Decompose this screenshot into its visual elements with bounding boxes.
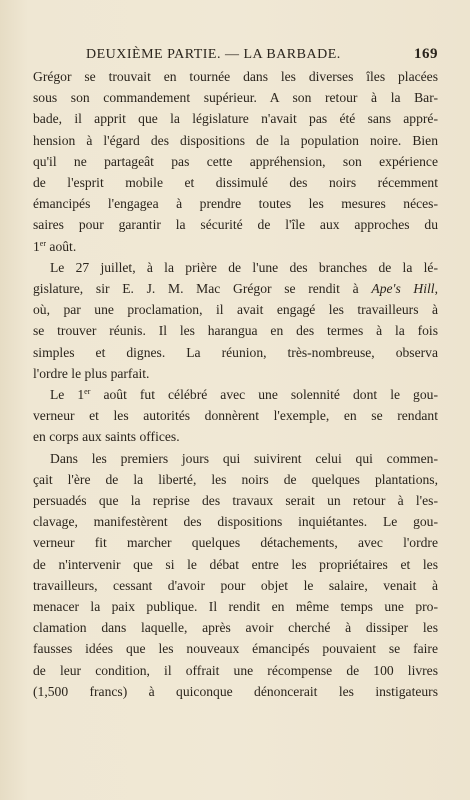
paragraph-2 (33, 257, 438, 384)
text-line: de l'esprit mobile et dissimulé des noirs récemment (33, 175, 438, 191)
text-line: émancipés l'engagea à prendre toutes les mesures néces- (33, 196, 438, 212)
text-line: qu'il ne partageât pas cette appréhension, son expérience (33, 153, 438, 169)
text-line: simples et dignes. La réunion, très-nombreuse, observa (33, 344, 438, 360)
text-fragment: août fut célébré avec une solennité dont le gou- (103, 387, 438, 403)
page-header (34, 44, 438, 66)
text-line: l'ordre le plus parfait. (33, 365, 150, 381)
text-line: où, par une proclamation, il avait engagé les travailleurs à (33, 302, 438, 318)
paragraph-1 (33, 66, 438, 257)
text-line: se trouver réunis. Il les harangua en des termes à la fois (33, 323, 438, 339)
page-body (33, 66, 438, 702)
text-line: travailleurs, cessant d'avoir pour objet le salaire, venait à (33, 577, 438, 593)
text-line: çait l'ère de la liberté, les noirs de quelques plantations, (33, 471, 438, 487)
text-line: Dans les premiers jours qui suivirent celui qui commen- (50, 450, 438, 466)
ordinal-suffix: er (84, 387, 91, 397)
page-number: 169 (414, 46, 438, 62)
text-line: Grégor se trouvait en tournée dans les diverses îles placées (33, 69, 438, 84)
text-line: gislature, sir E. J. M. Mac Grégor se rendit à Ape's Hill, (33, 281, 438, 297)
text-line: menacer la paix publique. Il rendit en même temps une pro- (33, 599, 438, 615)
text-line: en corps aux saints offices. (33, 429, 180, 445)
text-fragment: août. (49, 238, 77, 254)
text-line: fausses idées que les nouveaux émancipés pouvaient se faire (33, 641, 438, 657)
ordinal-suffix: er (39, 238, 47, 248)
running-title: DEUXIÈME PARTIE. — LA BARBADE. (86, 47, 341, 62)
text-line: (1,500 francs) à quiconque dénoncerait les instigateurs (33, 683, 438, 699)
text-line: hension à l'égard des dispositions de la population noire. Bien (33, 132, 438, 148)
text-line (33, 384, 438, 405)
ordinal-number: 1 (33, 238, 40, 254)
text-line: Le 27 juillet, à la prière de l'une des branches de la lé- (50, 259, 438, 275)
text-line: sous son commandement supérieur. A son retour à la Bar- (33, 90, 438, 106)
text-line: de leur condition, il offrait une récompense de 100 livres (33, 662, 438, 678)
text-fragment: gislature, sir E. J. M. Mac Grégor se rendit à (33, 281, 359, 297)
text-line: clamation dans laquelle, après avoir cherché à dissiper les (33, 620, 438, 636)
text-line: bade, il apprit que la législature n'avait pas été sans appré- (33, 111, 438, 127)
text-line: verneur fit marcher quelques détachements, avec l'ordre (33, 535, 438, 551)
paragraph-3 (33, 384, 438, 448)
paragraph-4 (33, 448, 438, 702)
text-line: verneur et les autorités donnèrent l'exemple, en se rendant (33, 408, 438, 424)
place-name: Ape's Hill (371, 281, 435, 297)
text-line: persuadés que la reprise des travaux serait un retour à l'es- (33, 493, 438, 509)
text-line (33, 236, 438, 257)
text-line: de n'intervenir que si le débat entre les propriétaires et les (33, 556, 438, 572)
text-line: saires pour garantir la sécurité de l'île aux approches du (33, 217, 438, 233)
text-line: clavage, manifestèrent des dispositions inquiétantes. Le gou- (33, 514, 438, 530)
text-fragment: Le 1 (50, 387, 85, 403)
